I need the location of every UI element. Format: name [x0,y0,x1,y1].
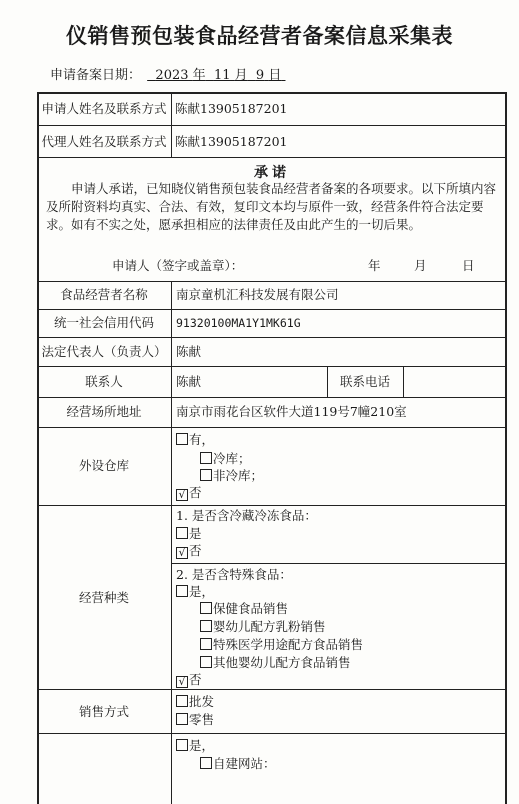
credit-code-label: 统一社会信用代码 [53,315,154,330]
credit-code-value[interactable]: 91320100MA1Y1MK61G [176,316,301,330]
operator-value[interactable]: 南京童机汇科技发展有限公司 [176,287,339,302]
address-value[interactable]: 南京市雨花台区软件大道119号7幢210室 [176,404,407,419]
online-self-site-option[interactable]: 自建网站： [200,756,276,772]
q1-question: 1. 是否含冷藏冷冻食品： [176,508,317,523]
checkbox[interactable] [176,527,188,539]
warehouse-label: 外设仓库 [78,458,129,473]
q2-option-infant-formula[interactable]: 婴幼儿配方乳粉销售 [200,619,326,635]
contact-label: 联系人 [85,374,123,389]
row-divider [37,689,507,690]
row-divider [37,733,507,734]
contact-value[interactable]: 陈献 [176,374,202,389]
operator-label: 食品经营者名称 [60,287,148,302]
business-type-label: 经营种类 [78,590,129,605]
sales-wholesale-option[interactable]: 批发 [176,694,214,710]
row-divider [37,397,507,398]
row-divider [37,157,507,158]
applicant-value[interactable]: 陈献13905187201 [175,101,288,116]
warehouse-no-option[interactable]: √ 否 [176,485,202,501]
form-title: 仪销售预包装食品经营者备案信息采集表 [66,24,453,48]
checkbox[interactable] [200,452,212,464]
q2-option-health-food[interactable]: 保健食品销售 [200,601,288,617]
sales-retail-option[interactable]: 零售 [176,712,214,728]
q2-yes-option[interactable]: 是， [176,584,214,600]
q2-question: 2. 是否含特殊食品： [176,567,292,582]
agent-label: 代理人姓名及联系方式 [41,134,167,149]
row-divider [37,337,507,338]
row-divider [37,366,507,367]
checkbox-checked[interactable]: √ [176,489,188,501]
warehouse-noncold-option[interactable]: 非冷库； [200,468,263,484]
row-divider [171,563,507,564]
col-divider [403,366,404,397]
q2-option-other-infant[interactable]: 其他婴幼儿配方食品销售 [200,655,351,671]
col-divider [171,92,172,157]
row-divider [37,427,507,428]
promise-heading: 承诺 [254,165,290,181]
sign-month: 月 [414,258,427,273]
date-row [50,64,287,83]
q2-option-medical-food[interactable]: 特殊医学用途配方食品销售 [200,637,363,653]
checkbox[interactable] [200,656,212,668]
sign-label: 申请人（签字或盖章）： [112,258,244,273]
legal-rep-value[interactable]: 陈献 [176,344,202,359]
warehouse-cold-option[interactable]: 冷库； [200,451,251,467]
q1-yes-option[interactable]: 是 [176,526,202,542]
row-divider [37,505,507,506]
agent-value[interactable]: 陈献13905187201 [175,134,288,149]
row-divider [37,125,507,126]
checkbox[interactable] [176,585,188,597]
checkbox[interactable] [200,620,212,632]
checkbox[interactable] [200,602,212,614]
warehouse-yes-option[interactable]: 有， [176,432,214,448]
checkbox[interactable] [176,695,188,707]
checkbox[interactable] [176,433,188,445]
sales-label: 销售方式 [78,704,129,719]
date-label: 申请备案日期： [50,68,142,83]
col-divider [171,281,172,804]
checkbox[interactable] [200,757,212,769]
q2-no-option[interactable]: √ 否 [176,672,202,688]
sign-day: 日 [462,258,475,273]
row-divider [37,309,507,310]
date-value: 2023 年 11 月 9 日 [155,68,282,83]
address-label: 经营场所地址 [66,404,142,419]
checkbox-checked[interactable]: √ [176,676,188,688]
phone-label: 联系电话 [339,374,390,389]
checkbox-checked[interactable]: √ [176,547,188,559]
row-divider [37,281,507,282]
applicant-label: 申请人姓名及联系方式 [41,101,167,116]
promise-text: 申请人承诺，已知晓仪销售预包装食品经营者备案的各项要求。以下所填内容及所附资料均真实、合法、有效，复印文本均与原件一致，经营条件符合法定要求。如有不实之处，愿承担相应的法律责任及由此产生的一切后果。 [46,181,497,232]
q1-no-option[interactable]: √ 否 [176,543,202,559]
online-yes-option[interactable]: 是， [176,738,214,754]
checkbox[interactable] [176,713,188,725]
checkbox[interactable] [200,469,212,481]
checkbox[interactable] [176,739,188,751]
sign-year: 年 [368,258,381,273]
legal-rep-label: 法定代表人（负责人） [41,344,167,359]
checkbox[interactable] [200,638,212,650]
